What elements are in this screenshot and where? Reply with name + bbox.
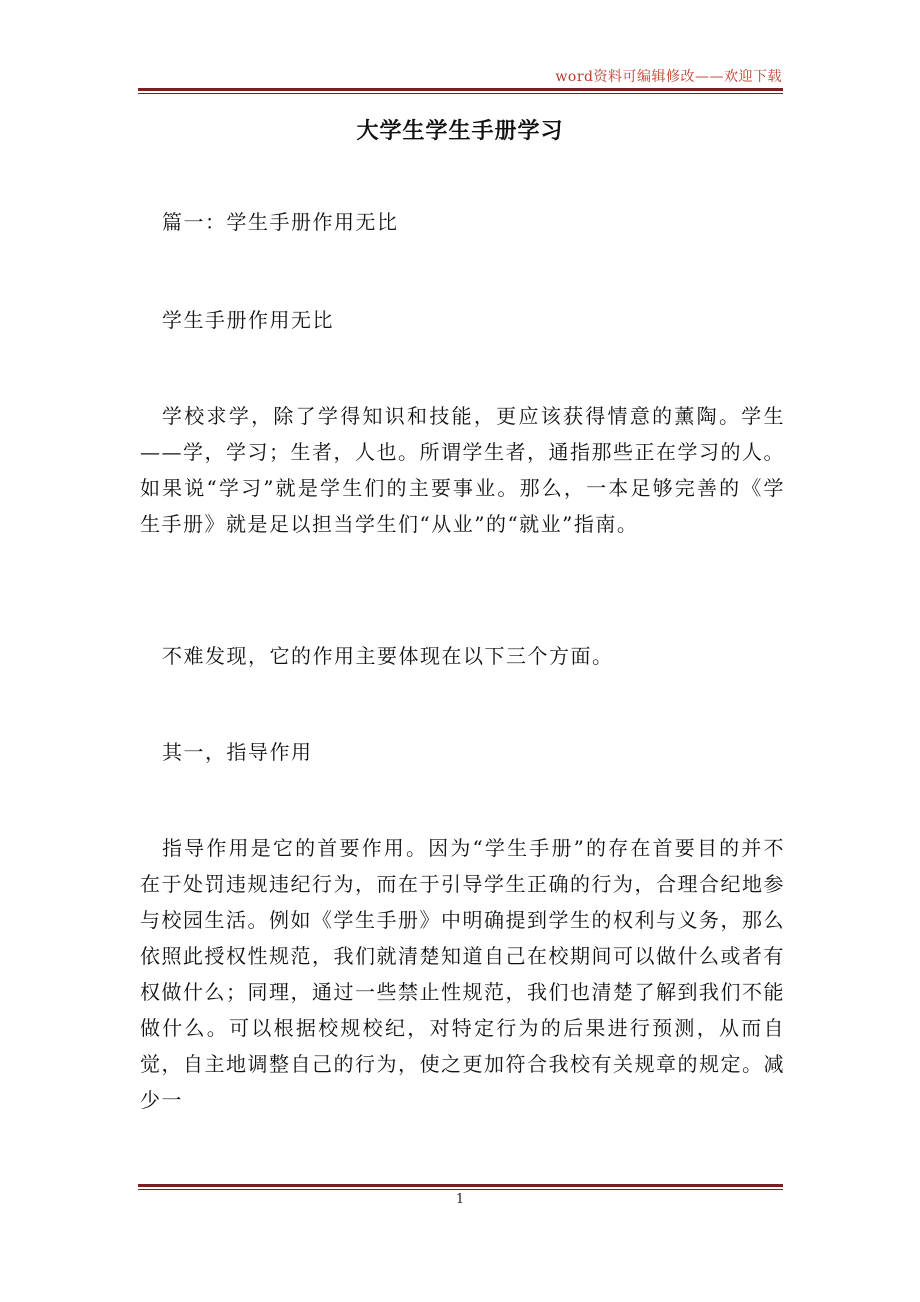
footer-rule-thick (138, 1184, 783, 1187)
header-rule-thin (138, 93, 783, 94)
header-note: word资料可编辑修改——欢迎下载 (555, 69, 782, 85)
subheading-guidance: 其一，指导作用 (162, 740, 313, 764)
page-number: 1 (455, 1192, 465, 1207)
paragraph-guidance: 指导作用是它的首要作用。因为“学生手册”的存在首要目的并不在于处罚违规违纪行为，而在于引导学生正确的行为，合理合纪地参与校园生活。例如《学生手册》中明确提到学生的权利与义务，那么依照此授权性规范，我们就清楚知道自己在校期间可以做什么或者有权做什么；同理，通过一些禁止性规范，我们也清楚了解到我们不能做什么。可以根据校规校纪，对特定行为的后果进行预测，从而自觉，自主地调整自己的行为，使之更加符合我校有关规章的规定。减少一 (140, 836, 785, 1112)
header-rule-thick (138, 88, 783, 91)
section-heading: 篇一：学生手册作用无比 (162, 210, 399, 234)
footer-rule (138, 1184, 783, 1190)
document-title: 大学生学生手册学习 (356, 119, 564, 144)
paragraph-intro: 学校求学，除了学得知识和技能，更应该获得情意的薰陶。学生——学，学习；生者，人也。所谓学生者，通指那些正在学习的人。如果说“学习”就是学生们的主要事业。那么，一本足够完善的《学生手册》就是足以担当学生们“从业”的“就业”指南。 (140, 404, 785, 536)
subheading: 学生手册作用无比 (162, 308, 334, 332)
paragraph-summary: 不难发现，它的作用主要体现在以下三个方面。 (162, 644, 614, 668)
footer-rule-thin (138, 1189, 783, 1190)
header-rule (138, 88, 783, 94)
